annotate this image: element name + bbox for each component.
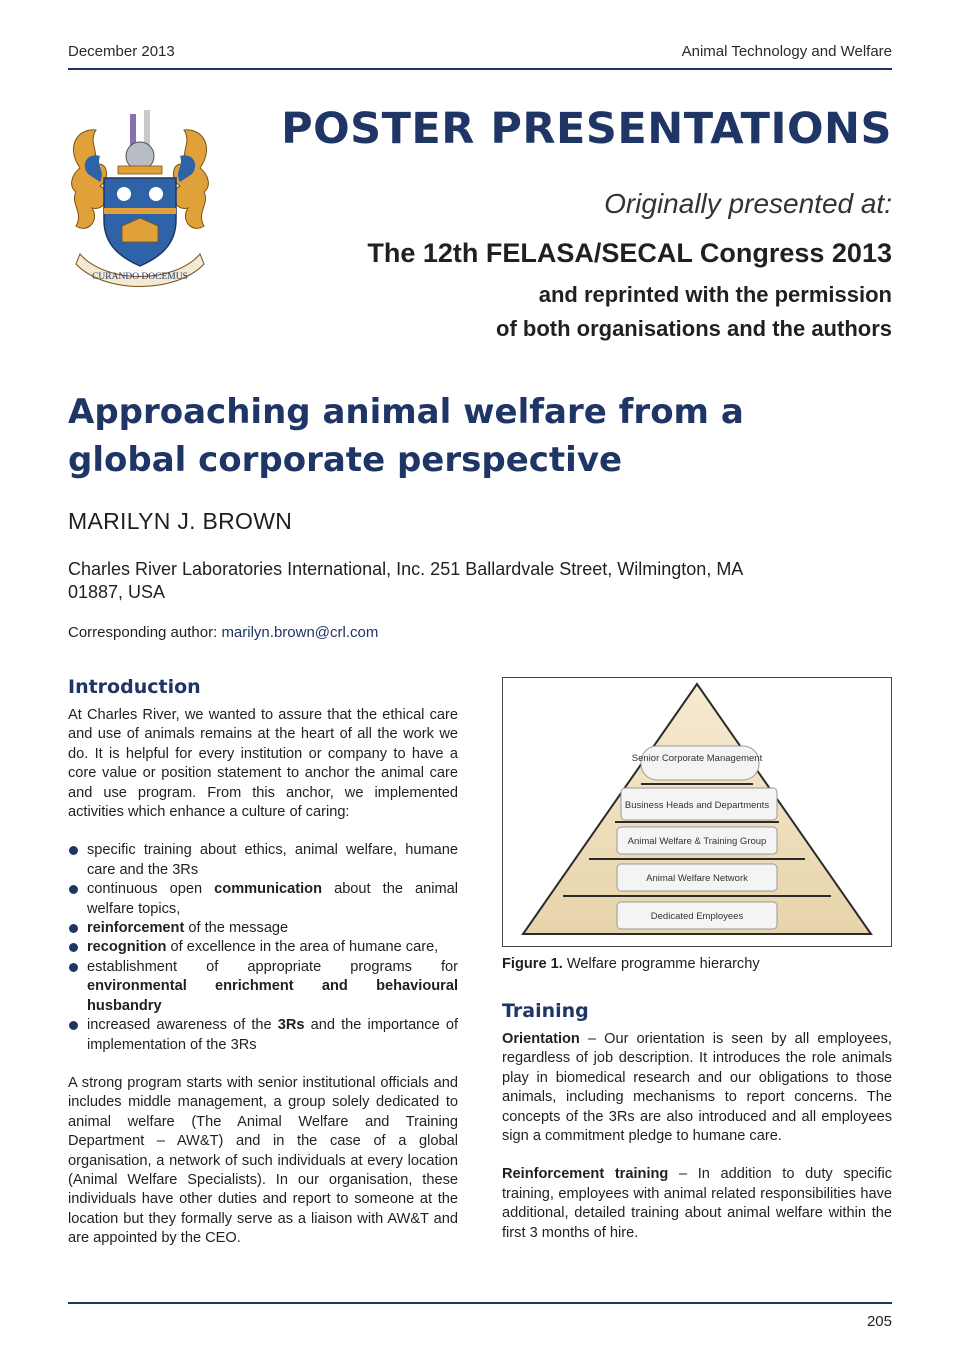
orientation-paragraph: Orientation – Our orientation is seen by all employees, regardless of job description. It introduces the role animals play in biomedical research and our obligations to those animals, including mechanisms to report concerns. The concepts of the 3Rs are also introduced and all employees sign a commitment pledge to humane care.	[502, 1031, 892, 1145]
author-affiliation: Charles River Laboratories International, Inc. 251 Ballardvale Street, Wilmington, MA 01887, USA	[68, 559, 743, 602]
tier-label-senior-corporate: Senior Corporate Management	[631, 753, 763, 764]
svg-text:Senior Corporate Management	[632, 753, 763, 764]
reprint-line-1: and reprinted with the permission	[538, 282, 892, 307]
issue-date: December 2013	[68, 43, 175, 60]
figure-caption-label: Figure 1.	[502, 956, 563, 972]
tier-label-dedicated-employees: Dedicated Employees	[650, 911, 744, 922]
introduction-paragraph-1: At Charles River, we wanted to assure that the ethical care and use of animals remains at the heart of all the work we do. It is helpful for every institution or company to have a core value or position statement to anchor the animal care and use program. From this anchor, we implemented activities which enhance a culture of caring:	[68, 707, 458, 821]
institute-crest-logo	[66, 108, 214, 290]
header-rule	[68, 68, 892, 70]
svg-text:Animal Welfare Network	[646, 873, 748, 884]
introduction-paragraph-2: A strong program starts with senior institutional officials and includes middle management, a group solely dedicated to animal welfare (The Animal Welfare and Training Department – AW&T) and in the case of a global organisation, a network of such individuals at every location (Animal Welfare Specialists). In our organisation, these individuals have other duties and report to someone at the location but they formally serve as a liaison with AW&T and are appointed by the CEO.	[68, 1074, 458, 1247]
orientation-label: Orientation	[502, 1031, 580, 1047]
reprint-line-2: of both organisations and the authors	[496, 316, 892, 341]
svg-text:Dedicated Employees	[651, 911, 744, 922]
welfare-hierarchy-pyramid	[503, 678, 891, 946]
journal-name: Animal Technology and Welfare	[681, 43, 892, 60]
reprint-permission	[496, 278, 892, 346]
list-item: reinforcement of the message	[68, 919, 458, 938]
list-item: specific training about ethics, animal welfare, humane care and the 3Rs	[68, 841, 458, 880]
left-column	[68, 674, 458, 1249]
page-number: 205	[866, 1313, 892, 1330]
corresponding-label: Corresponding author:	[68, 624, 218, 641]
figure-caption-text: Welfare programme hierarchy	[562, 956, 760, 972]
figure-1-frame	[502, 677, 892, 947]
corresponding-author	[68, 624, 378, 641]
reinforcement-paragraph: Reinforcement training – In addition to duty specific training, employees with animal related responsibilities have additional, detailed training about animal welfare within the first 3 months of hire.	[502, 1166, 892, 1241]
originally-presented-label: Originally presented at:	[604, 188, 892, 219]
tier-label-aw-network: Animal Welfare Network	[646, 873, 748, 884]
list-item: recognition of excellence in the area of humane care,	[68, 938, 458, 957]
author-name: MARILYN J. BROWN	[68, 508, 293, 534]
list-item: increased awareness of the 3Rs and the importance of implementation of the 3Rs	[68, 1016, 458, 1055]
reinforcement-label: Reinforcement training	[502, 1166, 669, 1183]
svg-text:Animal Welfare & Training Grou	[628, 836, 767, 847]
tier-label-aw-training-group: Animal Welfare & Training Group	[627, 836, 767, 847]
figure-1-caption	[502, 956, 760, 972]
tier-label-business-heads: Business Heads and Departments	[624, 800, 770, 811]
introduction-heading: Introduction	[68, 676, 201, 698]
congress-name: The 12th FELASA/SECAL Congress 2013	[367, 238, 892, 268]
culture-of-caring-list	[68, 841, 458, 1054]
footer-rule	[68, 1302, 892, 1304]
training-heading: Training	[502, 1000, 589, 1022]
list-item: continuous open communication about the animal welfare topics,	[68, 880, 458, 919]
crest-helm	[118, 110, 162, 174]
poster-presentations-title: POSTER PRESENTATIONS	[281, 104, 892, 154]
author-email-link[interactable]: marilyn.brown@crl.com	[221, 624, 379, 641]
right-column	[502, 998, 892, 1243]
list-item: establishment of appropriate programs for environmental enrichment and behavioural husbandry	[68, 958, 458, 1016]
article-title: Approaching animal welfare from a global corporate perspective	[68, 392, 744, 480]
svg-text:Business Heads and Departments	[625, 800, 769, 811]
crest-mantling-left	[72, 130, 107, 228]
crest-mantling-right	[173, 130, 208, 228]
crest-motto-text: CURANDO DOCEMUS	[92, 272, 188, 282]
